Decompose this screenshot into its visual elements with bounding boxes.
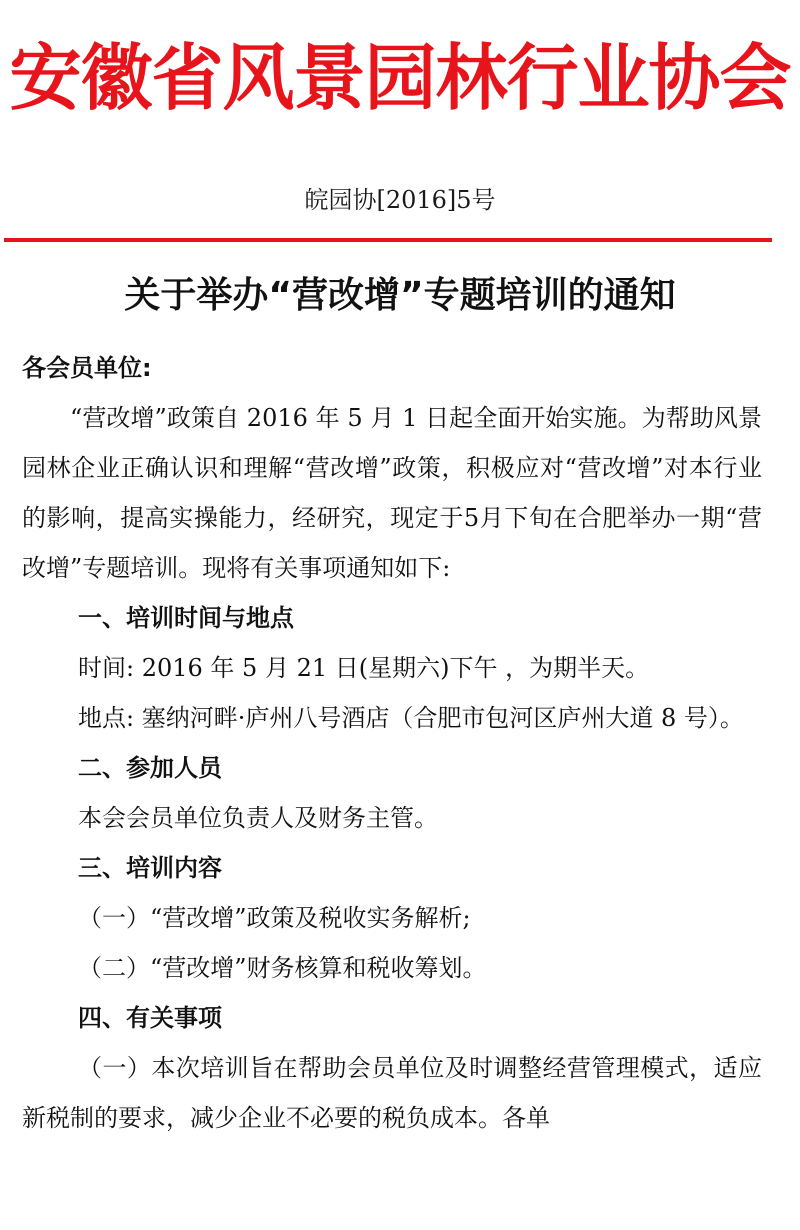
matters-item-1: （一）本次培训旨在帮助会员单位及时调整经营管理模式，适应新税制的要求，减少企业不必要的税负成本。各单 bbox=[22, 1054, 762, 1132]
participants-text: 本会会员单位负责人及财务主管。 bbox=[78, 804, 438, 832]
section-heading-matters: 四、有关事项 bbox=[78, 1004, 222, 1032]
document-title: 关于举办“营改增”专题培训的通知 bbox=[124, 275, 676, 316]
document-number: 皖园协[2016]5号 bbox=[304, 186, 496, 214]
organization-header: 安徽省风景园林行业协会 bbox=[9, 36, 791, 120]
intro-paragraph: “营改增”政策自 2016 年 5 月 1 日起全面开始实施。为帮助风景园林企业正确认识和理解“营改增”政策，积极应对“营改增”对本行业的影响，提高实操能力，经研究，现定于5月下旬在合肥举办一期“营改增”专题培训。现将有关事项通知如下: bbox=[22, 404, 762, 582]
content-item-2: （二）“营改增”财务核算和税收筹划。 bbox=[78, 954, 487, 982]
red-divider-line bbox=[4, 238, 772, 242]
document-body bbox=[22, 343, 762, 1143]
section-heading-time-place: 一、培训时间与地点 bbox=[78, 604, 294, 632]
training-place: 地点: 塞纳河畔·庐州八号酒店（合肥市包河区庐州大道 8 号）。 bbox=[78, 704, 744, 732]
salutation: 各会员单位: bbox=[22, 354, 152, 382]
section-heading-content: 三、培训内容 bbox=[78, 854, 222, 882]
training-time: 时间: 2016 年 5 月 21 日(星期六)下午 ，为期半天。 bbox=[78, 654, 650, 682]
section-heading-participants: 二、参加人员 bbox=[78, 754, 222, 782]
content-item-1: （一）“营改增”政策及税收实务解析; bbox=[78, 904, 471, 932]
